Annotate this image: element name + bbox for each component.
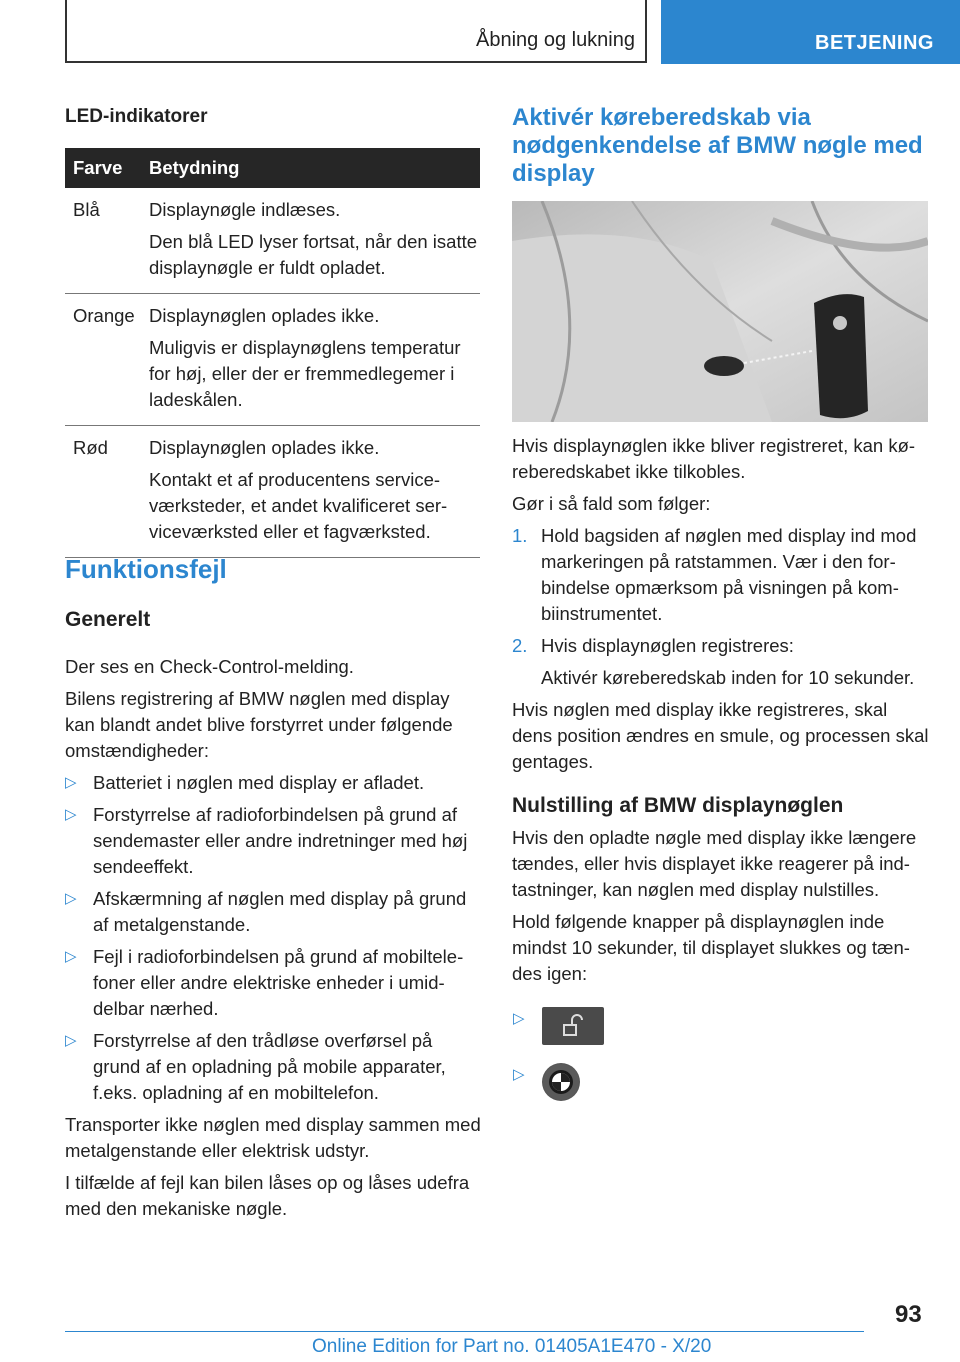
- mechanical-key-note: I tilfælde af fejl kan bilen låses op og låses udefra med den mekaniske nøgle.: [65, 1172, 470, 1219]
- triangle-bullet-icon: ▷: [513, 1066, 525, 1083]
- footer-divider: [65, 1331, 864, 1332]
- list-item: [65, 802, 483, 880]
- list-item-text: Forstyrrelse af radioforbindelsen på grund af sendemaster eller andre indretninger med høj sendeeffekt.: [93, 804, 468, 877]
- check-control-text: Der ses en Check-Control-melding.: [65, 656, 354, 677]
- triangle-bullet-icon: ▷: [513, 1010, 525, 1027]
- registration-text: Bilens registrering af BMW nøglen med display kan blandt andet blive forstyrret under følgende omstændigheder:: [65, 688, 453, 761]
- list-item: [65, 770, 483, 796]
- list-item: [65, 1028, 483, 1106]
- do-as-follows-text: Gør i så fald som følger:: [512, 493, 711, 514]
- unlock-icon: [542, 1007, 604, 1045]
- bmw-logo-icon: [542, 1063, 580, 1101]
- list-item-text: Fejl i radioforbindelsen på grund af mobiltelefoner eller andre elektriske enheder i umiddelbar nærhed.: [93, 946, 464, 1019]
- led-color-cell: Orange: [65, 294, 143, 426]
- page-number: 93: [895, 1301, 922, 1328]
- meaning-line: Den blå LED lyser fortsat, når den isatte displaynøgle er fuldt opladet.: [149, 231, 478, 278]
- column-header-color: Farve: [65, 148, 143, 188]
- transport-note: Transporter ikke nøglen med display sammen med metalgenstande eller elektrisk udstyr.: [65, 1114, 481, 1161]
- reset-instruction-text: Hold følgende knapper på displaynøglen inde mindst 10 sekunder, til displayet slukkes og tændes igen:: [512, 911, 910, 984]
- triangle-bullet-icon: ▷: [65, 806, 77, 823]
- general-subheading: Generelt: [65, 608, 151, 631]
- list-item: [512, 523, 930, 627]
- table-header-row: [65, 148, 480, 188]
- unlock-button-icon: [542, 1007, 604, 1045]
- led-color-cell: Rød: [65, 426, 143, 558]
- step-subtext: Aktivér køreberedskab inden for 10 sekunder.: [541, 667, 915, 688]
- triangle-bullet-icon: ▷: [65, 948, 77, 965]
- fault-section: [65, 553, 483, 1228]
- led-table: [65, 148, 480, 558]
- step-text: Hold bagsiden af nøglen med display ind mod markeringen på ratstammen. Vær i den forbindelse opmærksom på visningen på kombiinstrumentet.: [541, 525, 917, 624]
- illustration: [512, 201, 928, 422]
- step-text: Hvis displaynøglen registreres:: [541, 635, 794, 656]
- step-number: 1.: [512, 525, 528, 546]
- list-item-text: Afskærmning af nøglen med display på grund af metalgenstande.: [93, 888, 467, 935]
- table-row: [65, 188, 480, 294]
- bmw-logo-button-icon: [542, 1063, 580, 1101]
- led-indicators-heading: LED-indikatorer: [65, 106, 208, 127]
- section-title: Åbning og lukning: [475, 29, 635, 51]
- list-item: [65, 944, 483, 1022]
- led-meaning-cell: [143, 294, 480, 426]
- footer-edition: Online Edition for Part no. 01405A1E470 - X/20: [312, 1336, 712, 1357]
- led-meaning-cell: [143, 426, 480, 558]
- table-row: [65, 426, 480, 558]
- triangle-bullet-icon: ▷: [65, 890, 77, 907]
- chapter-tab: BETJENING: [661, 0, 960, 64]
- column-header-meaning: Betydning: [143, 148, 480, 188]
- meaning-line: Displaynøgle indlæses.: [149, 199, 341, 220]
- triangle-bullet-icon: ▷: [65, 1032, 77, 1049]
- reset-condition-text: Hvis den opladte nøgle med display ikke længere tændes, eller hvis displayet ikke reagerer på indtastninger, kan nøglen med display nulstilles.: [512, 827, 917, 900]
- triangle-bullet-icon: ▷: [65, 774, 77, 791]
- activate-body: [512, 433, 930, 993]
- activate-steps: [512, 523, 930, 691]
- list-item: [512, 633, 930, 691]
- table-row: [65, 294, 480, 426]
- fault-list: [65, 770, 483, 1106]
- list-item-text: Batteriet i nøglen med display er afladet.: [93, 772, 425, 793]
- reset-heading: Nulstilling af BMW displaynøglen: [512, 794, 844, 817]
- meaning-line: Kontakt et af producentens serviceværksteder, et andet kvalificeret serviceværksted eller et fagværksted.: [149, 469, 448, 542]
- key-at-steering-column-image: [512, 201, 928, 422]
- list-item-text: Forstyrrelse af den trådløse overførsel på grund af en opladning på mobile apparater, f.eks. opladning af en mobiltelefon.: [93, 1030, 446, 1103]
- led-meaning-cell: [143, 188, 480, 294]
- step-number: 2.: [512, 635, 528, 656]
- reposition-text: Hvis nøglen med display ikke registreres, skal dens position ændres en smule, og processen skal gentages.: [512, 699, 929, 772]
- fault-heading: Funktionsfejl: [65, 554, 227, 584]
- not-registered-text: Hvis displaynøglen ikke bliver registreret, kan køreberedskabet ikke tilkobles.: [512, 435, 916, 482]
- meaning-line: Muligvis er displaynøglens temperatur for høj, eller der er fremmedlegemer i ladeskålen.: [149, 337, 461, 410]
- activate-heading: Aktivér køreberedskab via nødgenkendelse af BMW nøgle med display: [512, 104, 923, 187]
- list-item: [65, 886, 483, 938]
- activate-heading-block: [512, 104, 928, 188]
- meaning-line: Displaynøglen oplades ikke.: [149, 305, 380, 326]
- meaning-line: Displaynøglen oplades ikke.: [149, 437, 380, 458]
- led-color-cell: Blå: [65, 188, 143, 294]
